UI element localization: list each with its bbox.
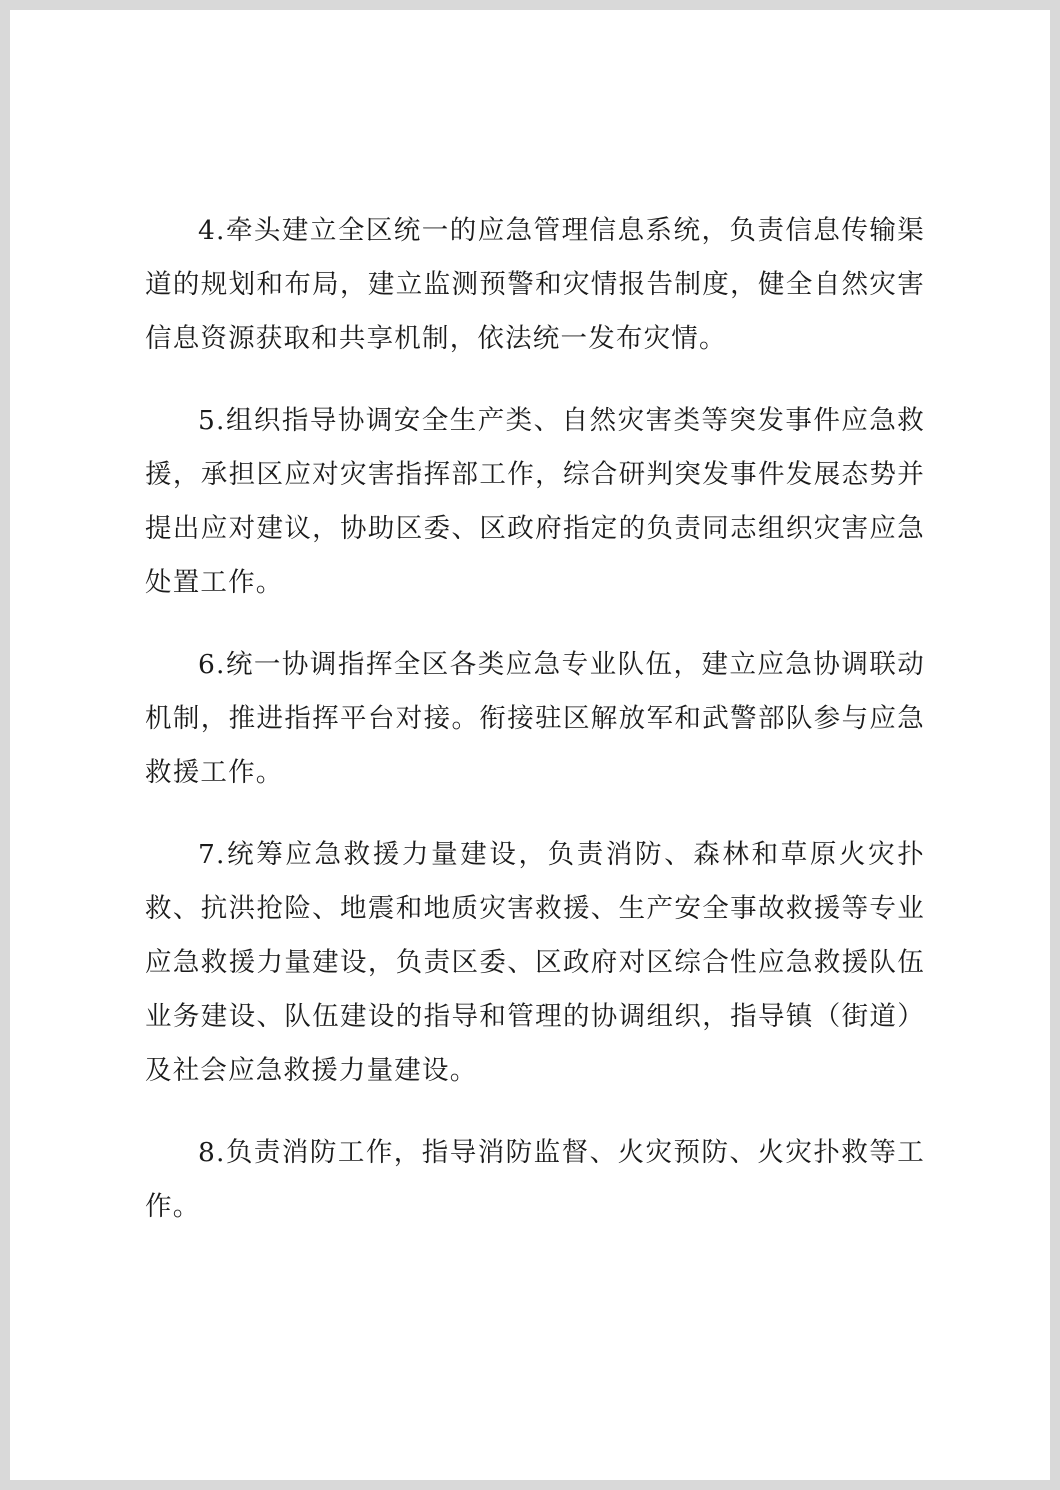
- document-page: [10, 10, 1050, 1480]
- paragraph-item-7: 7.统筹应急救援力量建设，负责消防、森林和草原火灾扑救、抗洪抢险、地震和地质灾害救援、生产安全事故救援等专业应急救援力量建设，负责区委、区政府对区综合性应急救援队伍业务建设、队伍建设的指导和管理的协调组织，指导镇（街道）及社会应急救援力量建设。: [145, 839, 925, 1086]
- document-body: [145, 204, 925, 1262]
- paragraph-item-8: 8.负责消防工作，指导消防监督、火灾预防、火灾扑救等工作。: [145, 1137, 925, 1222]
- paragraph-item-4: 4.牵头建立全区统一的应急管理信息系统，负责信息传输渠道的规划和布局，建立监测预警和灾情报告制度，健全自然灾害信息资源获取和共享机制，依法统一发布灾情。: [145, 215, 925, 354]
- paragraph-item-6: 6.统一协调指挥全区各类应急专业队伍，建立应急协调联动机制，推进指挥平台对接。衔接驻区解放军和武警部队参与应急救援工作。: [145, 649, 925, 788]
- paragraph-item-5: 5.组织指导协调安全生产类、自然灾害类等突发事件应急救援，承担区应对灾害指挥部工作，综合研判突发事件发展态势并提出应对建议，协助区委、区政府指定的负责同志组织灾害应急处置工作。: [145, 405, 925, 598]
